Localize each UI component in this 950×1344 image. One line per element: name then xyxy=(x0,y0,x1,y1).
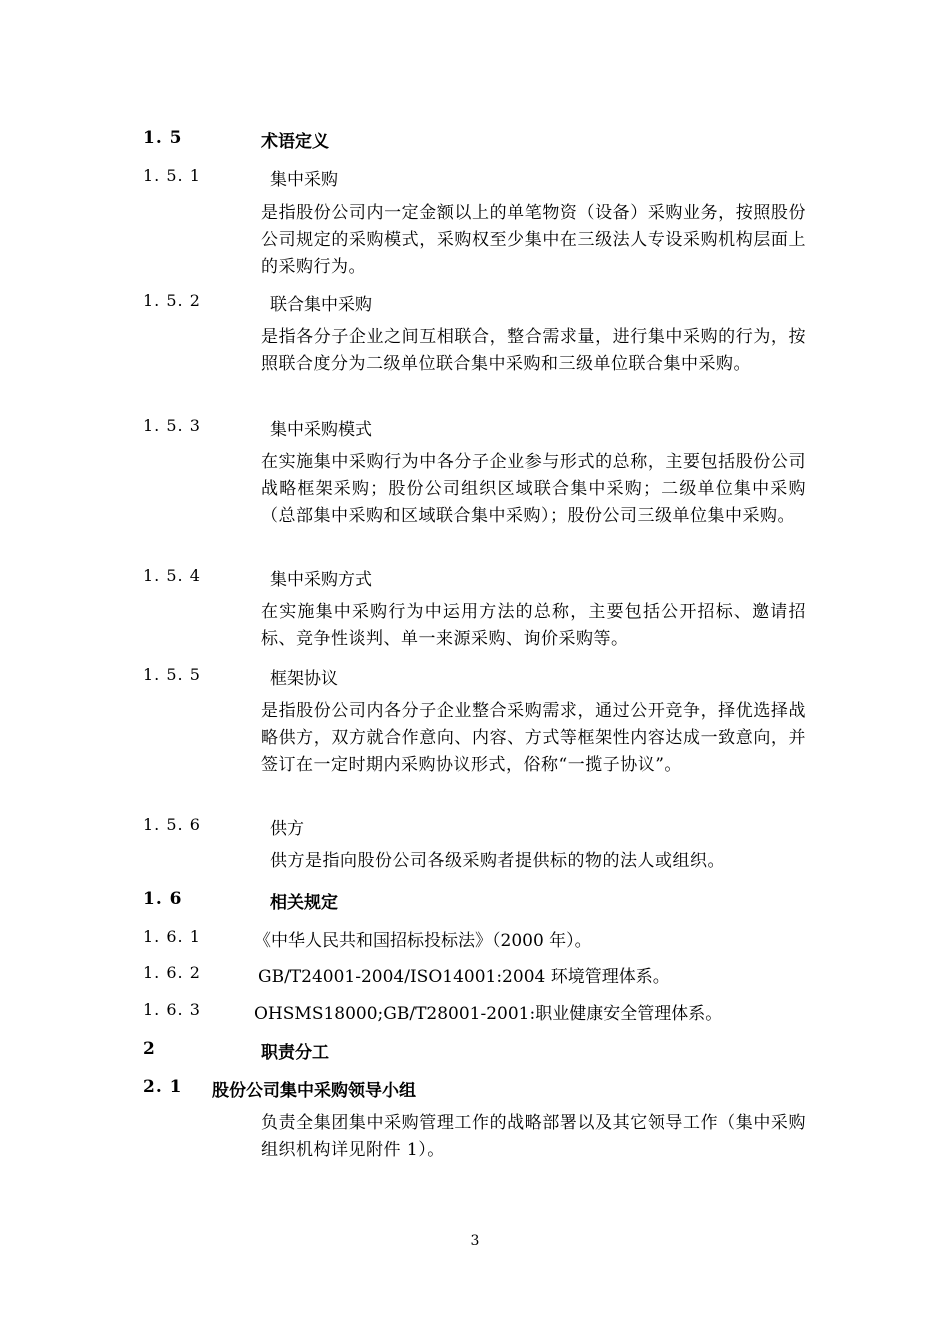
section-title: 联合集中采购 xyxy=(270,295,372,315)
section-title: 股份公司集中采购领导小组 xyxy=(212,1081,416,1101)
section-number: 1. 5. 4 xyxy=(143,566,201,585)
section-number: 1. 6. 3 xyxy=(143,1000,201,1019)
section-paragraph: 是指股份公司内一定金额以上的单笔物资（设备）采购业务，按照股份公司规定的采购模式，采购权至少集中在三级法人专设采购机构层面上的采购行为。 xyxy=(261,203,806,277)
section-number: 2 xyxy=(143,1039,156,1059)
section-paragraph: 在实施集中采购行为中运用方法的总称，主要包括公开招标、邀请招标、竞争性谈判、单一来源采购、询价采购等。 xyxy=(261,602,806,649)
section-paragraph: 在实施集中采购行为中各分子企业参与形式的总称，主要包括股份公司战略框架采购；股份公司组织区域联合集中采购；二级单位集中采购（总部集中采购和区域联合集中采购）；股份公司三级单位集中采购。 xyxy=(261,452,806,526)
regulation-item: 《中华人民共和国招标投标法》（2000 年）。 xyxy=(254,931,592,951)
section-paragraph: 负责全集团集中采购管理工作的战略部署以及其它领导工作（集中采购组织机构详见附件 1）。 xyxy=(261,1113,806,1160)
section-number: 1. 5. 6 xyxy=(143,815,201,834)
section-number: 1. 6 xyxy=(143,889,183,909)
section-number: 1. 5. 1 xyxy=(143,166,201,185)
section-title: 职责分工 xyxy=(261,1043,329,1063)
section-number: 1. 5. 2 xyxy=(143,291,201,310)
section-title: 相关规定 xyxy=(270,893,338,913)
section-title: 集中采购 xyxy=(270,170,338,190)
section-number: 1. 6. 1 xyxy=(143,927,201,946)
section-number: 1. 6. 2 xyxy=(143,963,201,982)
section-title: 框架协议 xyxy=(270,669,338,689)
section-title: 集中采购方式 xyxy=(270,570,372,590)
page-number: 3 xyxy=(470,1233,480,1249)
section-number: 1. 5 xyxy=(143,128,183,148)
regulation-item: GB/T24001-2004/ISO14001:2004 环境管理体系。 xyxy=(258,967,670,987)
section-title: 集中采购模式 xyxy=(270,420,372,440)
regulation-item: OHSMS18000;GB/T28001-2001:职业健康安全管理体系。 xyxy=(254,1004,723,1024)
section-number: 1. 5. 5 xyxy=(143,665,201,684)
section-paragraph: 是指各分子企业之间互相联合，整合需求量，进行集中采购的行为，按照联合度分为二级单位联合集中采购和三级单位联合集中采购。 xyxy=(261,327,806,374)
section-paragraph: 是指股份公司内各分子企业整合采购需求，通过公开竞争，择优选择战略供方，双方就合作意向、内容、方式等框架性内容达成一致意向，并签订在一定时期内采购协议形式，俗称“一揽子协议”。 xyxy=(261,701,806,775)
section-paragraph: 供方是指向股份公司各级采购者提供标的物的法人或组织。 xyxy=(270,851,725,871)
section-number: 2. 1 xyxy=(143,1077,183,1097)
section-title: 术语定义 xyxy=(261,132,329,152)
section-title: 供方 xyxy=(270,819,304,839)
section-number: 1. 5. 3 xyxy=(143,416,201,435)
